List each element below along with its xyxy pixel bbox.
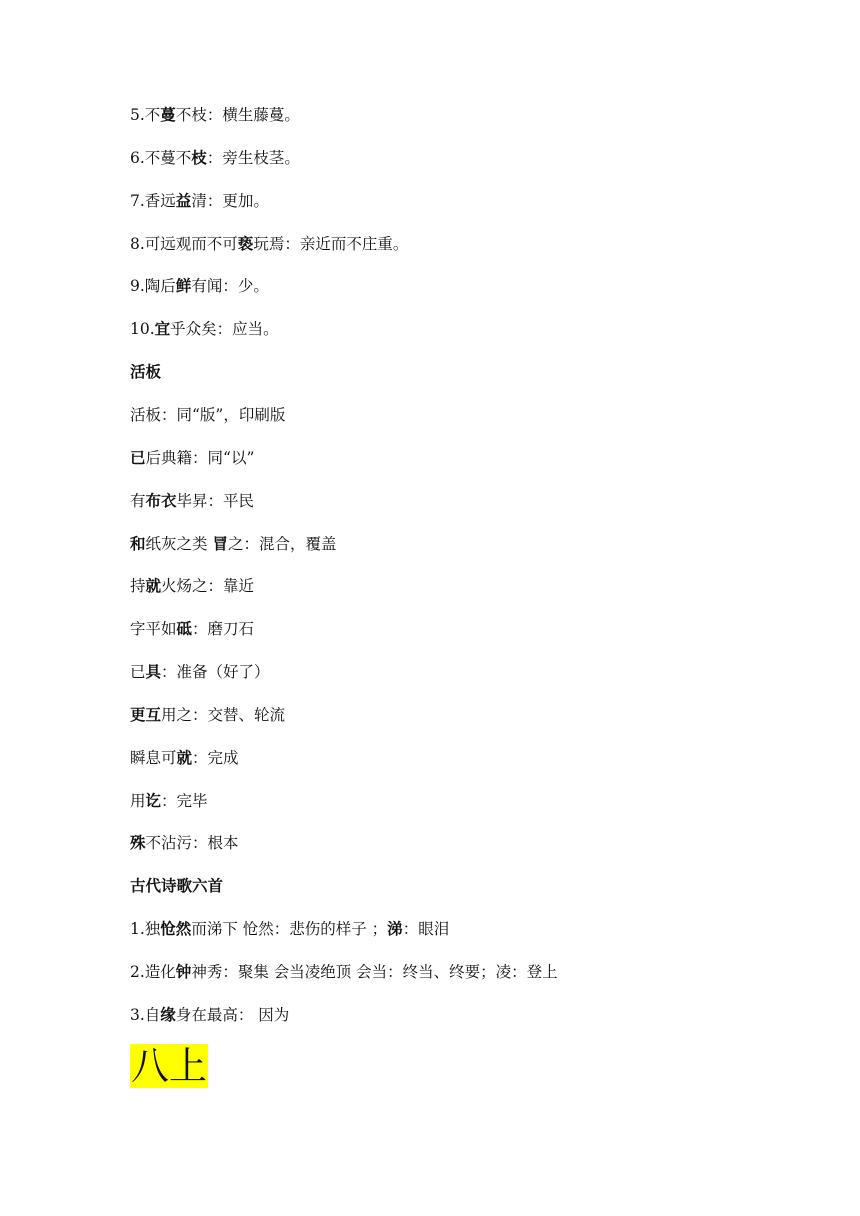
text-segment: 有 bbox=[130, 491, 146, 510]
text-segment: 活板：同“版”，印刷版 bbox=[130, 405, 286, 424]
keyword: 怆然 bbox=[160, 919, 192, 939]
text-segment: 清：更加。 bbox=[191, 191, 269, 210]
text-segment: ：完成 bbox=[192, 748, 239, 767]
note-line bbox=[130, 233, 408, 255]
keyword: 冒 bbox=[212, 533, 228, 553]
text-segment: 7.香远 bbox=[130, 191, 176, 210]
text-segment: ：完毕 bbox=[161, 791, 208, 810]
keyword: 益 bbox=[175, 190, 192, 210]
note-line bbox=[130, 918, 449, 940]
keyword: 鲜 bbox=[175, 276, 192, 296]
section-heading bbox=[130, 361, 161, 383]
text-segment: 持 bbox=[130, 577, 146, 596]
text-segment: 之：混合，覆盖 bbox=[227, 534, 337, 553]
keyword: 宜 bbox=[154, 319, 171, 339]
text-segment: ：准备（好了） bbox=[161, 663, 270, 682]
text-segment: 玩焉：亲近而不庄重。 bbox=[253, 234, 409, 253]
note-line bbox=[130, 1004, 289, 1026]
note-line bbox=[130, 832, 239, 854]
keyword: 已 bbox=[130, 447, 146, 467]
keyword: 缘 bbox=[160, 1004, 176, 1024]
text-segment: 5.不 bbox=[130, 106, 161, 124]
section-title-highlighted: 八上 bbox=[131, 1044, 208, 1088]
text-segment: 6.不蔓不 bbox=[130, 148, 192, 167]
note-line bbox=[130, 447, 254, 469]
keyword: 殊 bbox=[130, 833, 146, 853]
keyword: 就 bbox=[145, 576, 162, 596]
note-line bbox=[130, 147, 300, 169]
note-line bbox=[130, 104, 300, 126]
text-segment: 毕昇：平民 bbox=[176, 491, 255, 510]
heading-text: 活板 bbox=[130, 362, 162, 382]
heading-text: 古代诗歌六首 bbox=[130, 876, 224, 896]
section-heading bbox=[130, 875, 223, 897]
keyword: 更互 bbox=[130, 704, 162, 724]
keyword: 钟 bbox=[175, 962, 192, 981]
text-segment: ：磨刀石 bbox=[192, 620, 255, 639]
keyword: 砥 bbox=[176, 619, 193, 639]
text-segment: 而涕下 怆然：悲伤的样子 ； bbox=[191, 920, 388, 939]
text-segment: 9.陶后 bbox=[130, 277, 176, 296]
text-segment: 不沾污：根本 bbox=[145, 834, 239, 853]
text-segment: 8.可远观而不可 bbox=[130, 234, 238, 253]
note-line bbox=[130, 533, 336, 555]
text-segment: 不枝：横生藤蔓。 bbox=[175, 106, 300, 124]
text-segment: 用之：交替、轮流 bbox=[161, 705, 286, 724]
note-line bbox=[130, 318, 279, 340]
note-line bbox=[130, 661, 270, 683]
keyword: 亵 bbox=[237, 233, 254, 253]
text-segment: 身在最高： 因为 bbox=[175, 1005, 290, 1024]
text-segment: 纸灰之类 bbox=[145, 534, 213, 553]
text-segment: 3.自 bbox=[130, 1005, 161, 1024]
text-segment: 乎众矣：应当。 bbox=[170, 320, 279, 339]
text-segment: 已 bbox=[130, 663, 146, 682]
text-segment: 瞬息可 bbox=[130, 748, 177, 767]
text-segment: ：眼泪 bbox=[402, 920, 450, 939]
text-segment: 有闻：少。 bbox=[191, 277, 269, 296]
keyword: 就 bbox=[176, 747, 193, 767]
note-line bbox=[130, 961, 558, 983]
note-line bbox=[130, 747, 239, 769]
text-segment: 后典籍：同“以” bbox=[145, 448, 255, 467]
keyword: 涕 bbox=[387, 919, 403, 939]
keyword: 枝 bbox=[191, 147, 207, 167]
note-line bbox=[130, 275, 269, 297]
text-segment: 火炀之：靠近 bbox=[161, 577, 255, 596]
note-line bbox=[130, 704, 285, 726]
note-line bbox=[130, 404, 285, 426]
text-segment: 2.造化 bbox=[130, 963, 176, 981]
note-line bbox=[130, 575, 254, 597]
keyword: 蔓 bbox=[160, 105, 176, 124]
note-line bbox=[130, 190, 269, 212]
keyword: 布衣 bbox=[145, 490, 177, 510]
text-segment: 10. bbox=[130, 320, 155, 339]
text-segment: 1.独 bbox=[130, 920, 161, 939]
note-line bbox=[130, 790, 208, 812]
text-segment: 用 bbox=[130, 791, 146, 810]
text-segment: ：旁生枝茎。 bbox=[206, 148, 300, 167]
text-segment: 字平如 bbox=[130, 620, 177, 639]
note-line bbox=[130, 618, 254, 640]
note-line bbox=[130, 490, 254, 512]
keyword: 具 bbox=[145, 662, 162, 682]
keyword: 和 bbox=[130, 533, 146, 553]
keyword: 讫 bbox=[145, 790, 162, 810]
text-segment: 神秀：聚集 会当凌绝顶 会当：终当、终要；凌：登上 bbox=[191, 963, 558, 981]
